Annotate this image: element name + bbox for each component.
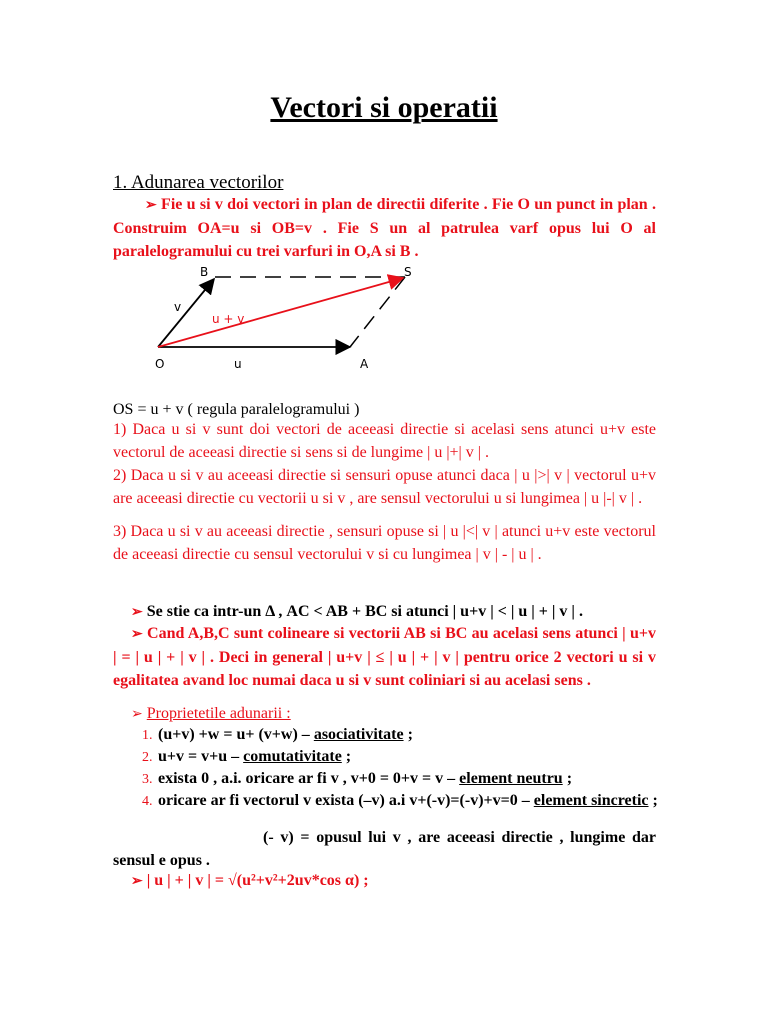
list-item: 4. oricare ar fi vectorul v exista (–v) a.i v+(-v)=(-v)+v=0 – element sincretic ;: [156, 790, 701, 812]
arrow-bullet-icon: ➢: [131, 605, 143, 620]
formula-text: | u | + | v | = √(u²+v²+2uv*cos α) ;: [146, 872, 369, 889]
properties-list: [113, 724, 701, 812]
arrow-bullet-icon: ➢: [145, 198, 157, 213]
arrow-bullet-icon: ➢: [131, 707, 143, 722]
arrow-bullet-icon: ➢: [131, 627, 143, 642]
label-v: v: [174, 300, 182, 314]
label-b: B: [200, 265, 209, 279]
properties-heading: [113, 702, 656, 726]
page-title: Vectori si operatii: [270, 91, 498, 124]
label-s: S: [404, 265, 412, 279]
collinear-paragraph: [113, 622, 656, 692]
triangle-inequality: [113, 600, 656, 624]
list-item: 2. u+v = v+u – comutativitate ;: [156, 746, 701, 768]
list-item: 3. exista 0 , a.i. oricare ar fi v , v+0 = 0+v = v – element neutru ;: [156, 768, 701, 790]
norm-formula: [113, 869, 656, 893]
opposite-note: (- v) = opusul lui v , are aceeasi directie , lungime dar sensul e opus .: [113, 829, 656, 869]
triangle-text: Se stie ca intr-un Δ , AC < AB + BC si atunci | u+v | < | u | + | v | .: [146, 603, 583, 620]
label-u: u: [234, 357, 242, 371]
vector-v-arrow: [158, 279, 214, 347]
list-item: 1. (u+v) +w = u+ (v+w) – asociativitate ;: [156, 724, 701, 746]
parallelogram-diagram: [140, 262, 440, 382]
intro-text: Fie u si v doi vectori in plan de directii diferite . Fie O un punct in plan . Construim OA=u si OB=v . Fie S un al patrulea varf opus lui O al paralelogramului cu trei varfuri in O,A si B .: [113, 196, 657, 260]
properties-heading-text: Proprietetile adunarii :: [146, 705, 291, 722]
case-3: 3) Daca u si v au aceeasi directie , sensuri opuse si | u |<| v | atunci u+v este vectorul de aceeasi directie cu sensul vectorului v si cu lungimea | v | - | u | .: [113, 523, 656, 563]
label-o: O: [155, 357, 165, 371]
intro-paragraph: [113, 193, 656, 263]
case-2: 2) Daca u si v au aceeasi directie si sensuri opuse atunci daca | u |>| v | vectorul u+v are aceeasi directie cu vectorii u si v , are sensul vectorului u si lungimea | u |-| v | .: [113, 467, 656, 507]
label-a: A: [360, 357, 369, 371]
vector-sum-arrow: [158, 278, 403, 347]
label-sum: u + v: [212, 312, 245, 326]
arrow-bullet-icon: ➢: [131, 874, 143, 889]
collinear-text: Cand A,B,C sunt colineare si vectorii AB si BC au acelasi sens atunci | u+v | = | u | + | v | . Deci in general | u+v | ≤ | u | + | v | pentru orice 2 vectori u si v egalitatea avand loc numai daca u si v sunt coliniari si au acelasi sens .: [113, 625, 657, 689]
parallelogram-rule: OS = u + v ( regula paralelogramului ): [113, 401, 360, 418]
dashed-side-as: [350, 277, 405, 347]
section-heading: 1. Adunarea vectorilor: [113, 172, 284, 193]
case-1: 1) Daca u si v sunt doi vectori de aceeasi directie si acelasi sens atunci u+v este vectorul de aceeasi directie si sens si de lungime | u |+| v | .: [113, 421, 656, 461]
